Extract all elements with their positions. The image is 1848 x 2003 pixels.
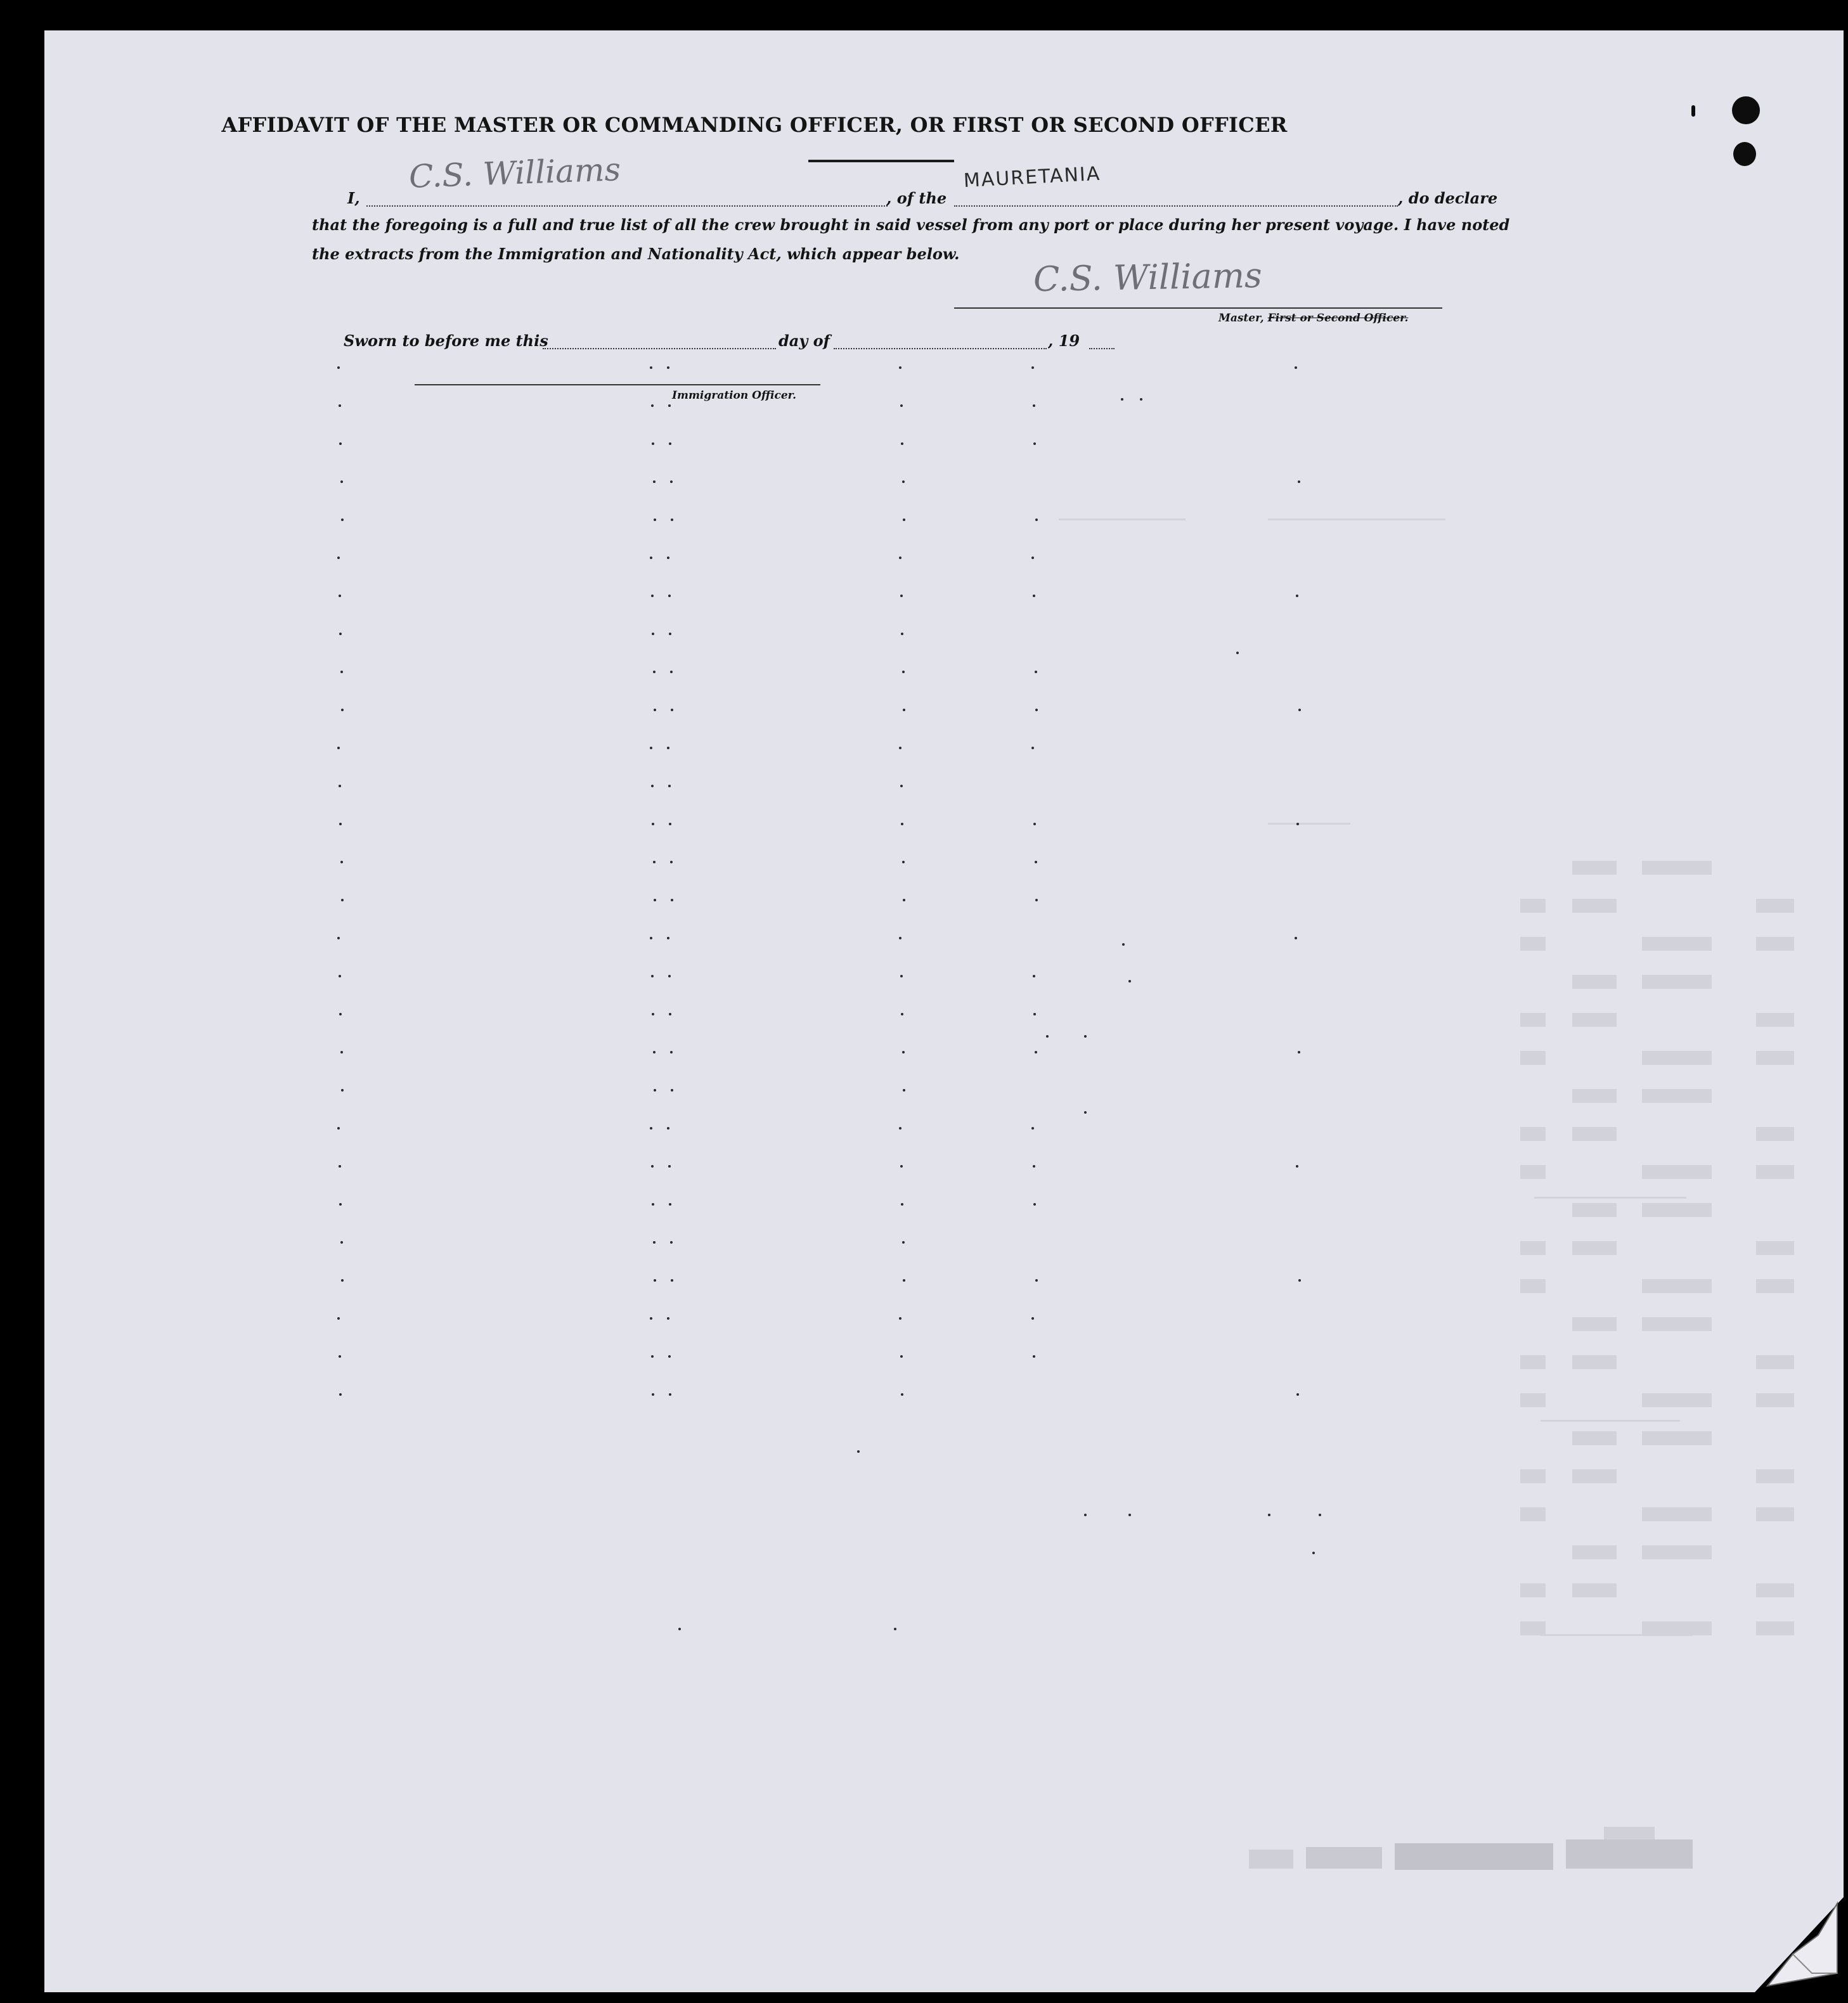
stray-mark	[1122, 943, 1125, 946]
stray-mark	[678, 1628, 681, 1630]
column-dot	[650, 937, 652, 939]
bleed-through-block	[1572, 1469, 1617, 1483]
column-dot	[670, 671, 673, 673]
column-dot	[1031, 747, 1034, 749]
column-dot	[339, 1013, 342, 1015]
column-dot	[339, 1203, 342, 1206]
column-dot	[900, 404, 903, 407]
column-dot	[899, 366, 901, 369]
column-dot	[1033, 1203, 1036, 1206]
column-dot	[1296, 1165, 1298, 1168]
bleed-through-block	[1642, 1507, 1712, 1521]
column-dot	[901, 1203, 903, 1206]
bleed-through-mark	[1059, 518, 1186, 520]
column-dot	[341, 709, 344, 711]
column-dot	[652, 1203, 654, 1206]
column-dot	[340, 1241, 343, 1244]
column-dot	[650, 747, 652, 749]
bleed-through-block	[1572, 1545, 1617, 1559]
bleed-through-block	[1756, 1621, 1794, 1635]
column-dot	[670, 1051, 673, 1053]
bleed-through-block	[1756, 1393, 1794, 1407]
column-dot	[1033, 975, 1035, 977]
column-dot	[900, 975, 903, 977]
bleed-through-block	[1756, 937, 1794, 951]
bleed-through-block	[1642, 1089, 1712, 1103]
column-dot	[667, 1317, 669, 1320]
column-dot	[900, 595, 903, 597]
bleed-through-block	[1642, 1317, 1712, 1331]
column-dot	[339, 1393, 342, 1396]
bleed-through-block	[1756, 1507, 1794, 1521]
signature-line	[954, 307, 1442, 309]
column-dot	[1031, 1317, 1034, 1320]
binder-hole-mark	[1732, 96, 1760, 124]
column-dot	[650, 1127, 652, 1130]
column-dot	[337, 557, 340, 559]
column-dot	[339, 404, 341, 407]
title-underline	[808, 160, 954, 162]
column-dot	[901, 633, 903, 635]
bleed-through-block	[1572, 1583, 1617, 1597]
column-dot	[337, 1127, 340, 1130]
column-dot	[1035, 671, 1037, 673]
column-dot	[651, 975, 654, 977]
column-dot	[654, 1089, 656, 1092]
folded-corner	[1742, 1897, 1844, 1992]
bleed-through-block	[1520, 1241, 1546, 1255]
column-dot	[1033, 1355, 1035, 1358]
column-dot	[652, 1013, 654, 1015]
column-dot	[899, 937, 901, 939]
column-dot	[1035, 518, 1038, 521]
column-dot	[902, 1051, 905, 1053]
stray-mark	[1084, 1514, 1087, 1516]
of-the-label: , of the	[886, 189, 947, 207]
bleed-through-block	[1642, 861, 1712, 875]
column-dot	[653, 1241, 656, 1244]
day-of-label: day of	[779, 332, 830, 350]
bleed-through-block	[1756, 1165, 1794, 1179]
column-dot	[667, 747, 669, 749]
bleed-through-block	[1520, 1507, 1546, 1521]
bleed-through-block	[1572, 975, 1617, 989]
column-dot	[654, 518, 656, 521]
bleed-through-block	[1642, 1203, 1712, 1217]
column-dot	[668, 404, 671, 407]
stray-mark	[1121, 398, 1123, 401]
stray-mark	[857, 1450, 860, 1453]
bleed-through-block	[1572, 1355, 1617, 1369]
stray-mark	[894, 1628, 896, 1630]
column-dot	[671, 1279, 673, 1282]
column-dot	[337, 366, 340, 369]
column-dot	[339, 1355, 341, 1358]
column-dot	[337, 1317, 340, 1320]
column-dot	[668, 1355, 671, 1358]
column-dot	[339, 1165, 341, 1168]
column-dot	[1033, 404, 1035, 407]
column-dot	[1035, 861, 1037, 863]
bleed-through-block	[1642, 1621, 1712, 1635]
column-dot	[1035, 1051, 1037, 1053]
column-dot	[669, 633, 671, 635]
bleed-through-block	[1642, 937, 1712, 951]
officer-name-handwriting: C.S. Williams	[408, 151, 621, 195]
column-dot	[1033, 823, 1036, 825]
column-dot	[1298, 480, 1300, 483]
stray-mark	[1128, 980, 1131, 982]
column-dot	[1296, 595, 1298, 597]
column-dot	[1035, 1279, 1038, 1282]
bleed-through-block	[1572, 861, 1617, 875]
bleed-through-block	[1756, 1241, 1794, 1255]
column-dot	[901, 1013, 903, 1015]
column-dot	[899, 1127, 901, 1130]
bleed-through-block	[1520, 1127, 1546, 1141]
column-dot	[901, 1393, 903, 1396]
bleed-through-block	[1520, 1355, 1546, 1369]
column-dot	[340, 480, 343, 483]
column-dot	[341, 518, 344, 521]
column-dot	[339, 633, 342, 635]
column-dot	[900, 1165, 903, 1168]
declaration-text-line-3: the extracts from the Immigration and Nationality Act, which appear below.	[312, 245, 960, 263]
column-dot	[651, 1355, 654, 1358]
column-dot	[1035, 709, 1038, 711]
column-dot	[337, 937, 340, 939]
column-dot	[902, 1241, 905, 1244]
column-dot	[339, 442, 342, 445]
column-dot	[668, 975, 671, 977]
bleed-through-block	[1756, 899, 1794, 913]
column-dot	[667, 557, 669, 559]
bleed-through-footer	[1249, 1824, 1731, 1894]
sworn-month-field[interactable]	[834, 348, 1047, 349]
bleed-through-block	[1520, 1279, 1546, 1293]
column-dot	[653, 1051, 656, 1053]
column-dot	[653, 671, 656, 673]
sworn-day-field[interactable]	[543, 348, 776, 349]
column-dot	[340, 1051, 343, 1053]
column-dot	[651, 1165, 654, 1168]
column-dot	[1298, 709, 1301, 711]
bleed-through-block	[1520, 937, 1546, 951]
stray-mark	[1084, 1035, 1087, 1038]
vessel-name-field[interactable]	[954, 205, 1398, 207]
bleed-through-block	[1756, 1051, 1794, 1065]
column-dot	[668, 1165, 671, 1168]
bleed-through-block	[1520, 1165, 1546, 1179]
column-dot	[339, 785, 341, 787]
column-dot	[1298, 1051, 1300, 1053]
bleed-through-block	[1572, 1241, 1617, 1255]
column-dot	[902, 671, 905, 673]
column-dot	[339, 975, 341, 977]
column-dot	[654, 1279, 656, 1282]
column-dot	[903, 1089, 905, 1092]
stray-mark	[1140, 398, 1142, 401]
sworn-prefix-label: Sworn to before me this	[344, 332, 548, 350]
immigration-officer-signature-line	[415, 384, 820, 385]
column-dot	[1033, 1013, 1036, 1015]
declaration-i-label: I,	[347, 189, 360, 207]
document-sheet	[44, 30, 1844, 1992]
immigration-officer-label: Immigration Officer.	[672, 389, 796, 402]
bleed-through-block	[1642, 1051, 1712, 1065]
bleed-through-mark	[1534, 1197, 1686, 1199]
column-dot	[1296, 1393, 1299, 1396]
column-dot	[903, 518, 905, 521]
column-dot	[650, 366, 652, 369]
stray-mark	[1084, 1111, 1087, 1114]
column-dot	[667, 366, 669, 369]
vessel-name-stamp: MAURETANIA	[963, 162, 1102, 192]
column-dot	[1295, 937, 1297, 939]
bleed-through-block	[1642, 1545, 1712, 1559]
bleed-through-block	[1756, 1355, 1794, 1369]
column-dot	[654, 709, 656, 711]
bleed-through-block	[1520, 1621, 1546, 1635]
column-dot	[669, 1013, 671, 1015]
bleed-through-block	[1572, 899, 1617, 913]
column-dot	[903, 899, 905, 901]
declaration-text-line-2: that the foregoing is a full and true list of all the crew brought in said vessel from any port or place during her present voyage. I have noted	[312, 216, 1510, 234]
stray-mark	[1319, 1514, 1321, 1516]
column-dot	[901, 823, 903, 825]
bleed-through-block	[1572, 1127, 1617, 1141]
bleed-through-block	[1520, 899, 1546, 913]
bleed-through-block	[1572, 1089, 1617, 1103]
bleed-through-mark	[1541, 1420, 1680, 1422]
column-dot	[902, 480, 905, 483]
bleed-through-block	[1642, 1431, 1712, 1445]
column-dot	[1296, 823, 1299, 825]
column-dot	[1298, 1279, 1301, 1282]
bleed-through-block	[1642, 975, 1712, 989]
column-dot	[652, 823, 654, 825]
sworn-year-field[interactable]	[1089, 348, 1115, 349]
column-dot	[900, 1355, 903, 1358]
bleed-through-block	[1520, 1013, 1546, 1027]
bleed-through-block	[1572, 1013, 1617, 1027]
column-dot	[668, 595, 671, 597]
master-signature: C.S. Williams	[1033, 255, 1263, 300]
column-dot	[670, 480, 673, 483]
column-dot	[653, 861, 656, 863]
ink-speck	[1691, 105, 1695, 117]
column-dot	[900, 785, 903, 787]
column-dot	[899, 1317, 901, 1320]
column-dot	[668, 785, 671, 787]
officer-name-field[interactable]	[366, 205, 888, 207]
column-dot	[669, 1203, 671, 1206]
column-dot	[341, 1279, 344, 1282]
column-dot	[901, 442, 903, 445]
column-dot	[652, 1393, 654, 1396]
column-dot	[1031, 1127, 1034, 1130]
bleed-through-block	[1756, 1127, 1794, 1141]
column-dot	[339, 823, 342, 825]
master-title-label	[1218, 312, 1408, 325]
bleed-through-block	[1572, 1203, 1617, 1217]
bleed-through-block	[1520, 1469, 1546, 1483]
column-dot	[902, 861, 905, 863]
column-dot	[651, 785, 654, 787]
column-dot	[667, 1127, 669, 1130]
column-dot	[652, 442, 654, 445]
column-dot	[1033, 442, 1036, 445]
column-dot	[671, 899, 673, 901]
column-dot	[340, 671, 343, 673]
bleed-through-block	[1756, 1469, 1794, 1483]
column-dot	[1031, 366, 1034, 369]
stray-mark	[1128, 1514, 1131, 1516]
column-dot	[669, 442, 671, 445]
column-dot	[670, 1241, 673, 1244]
stray-mark	[1236, 652, 1239, 654]
binder-hole-mark	[1733, 142, 1756, 166]
affidavit-title: AFFIDAVIT OF THE MASTER OR COMMANDING OFFICER, OR FIRST OR SECOND OFFICER	[221, 113, 1288, 137]
stray-mark	[1046, 1035, 1049, 1038]
do-declare-label: , do declare	[1398, 189, 1498, 207]
bleed-through-block	[1642, 1393, 1712, 1407]
column-dot	[653, 480, 656, 483]
column-dot	[903, 1279, 905, 1282]
bleed-through-block	[1520, 1051, 1546, 1065]
bleed-through-block	[1642, 1165, 1712, 1179]
column-dot	[667, 937, 669, 939]
column-dot	[671, 518, 673, 521]
column-dot	[899, 747, 901, 749]
column-dot	[341, 1089, 344, 1092]
bleed-through-mark	[1268, 518, 1445, 520]
stray-mark	[1268, 1514, 1270, 1516]
column-dot	[671, 1089, 673, 1092]
column-dot	[671, 709, 673, 711]
bleed-through-block	[1520, 1393, 1546, 1407]
bleed-through-block	[1572, 1317, 1617, 1331]
master-label: Master,	[1218, 312, 1264, 325]
bleed-through-block	[1572, 1431, 1617, 1445]
column-dot	[669, 823, 671, 825]
column-dot	[669, 1393, 671, 1396]
column-dot	[339, 595, 341, 597]
column-dot	[652, 633, 654, 635]
column-dot	[1033, 595, 1035, 597]
year-label: , 19	[1048, 332, 1080, 350]
bleed-through-block	[1756, 1583, 1794, 1597]
column-dot	[651, 404, 654, 407]
bleed-through-block	[1756, 1279, 1794, 1293]
bleed-through-block	[1642, 1279, 1712, 1293]
column-dot	[1031, 557, 1034, 559]
column-dot	[340, 861, 343, 863]
struck-officer-label: First or Second Officer.	[1267, 312, 1409, 325]
bleed-through-block	[1756, 1013, 1794, 1027]
column-dot	[1033, 1165, 1035, 1168]
stray-mark	[1312, 1552, 1315, 1554]
column-dot	[341, 899, 344, 901]
column-dot	[651, 595, 654, 597]
column-dot	[337, 747, 340, 749]
column-dot	[899, 557, 901, 559]
bleed-through-mark	[1268, 823, 1350, 825]
column-dot	[1035, 899, 1038, 901]
column-dot	[670, 861, 673, 863]
column-dot	[654, 899, 656, 901]
column-dot	[650, 1317, 652, 1320]
column-dot	[1295, 366, 1297, 369]
column-dot	[903, 709, 905, 711]
column-dot	[650, 557, 652, 559]
bleed-through-block	[1520, 1583, 1546, 1597]
